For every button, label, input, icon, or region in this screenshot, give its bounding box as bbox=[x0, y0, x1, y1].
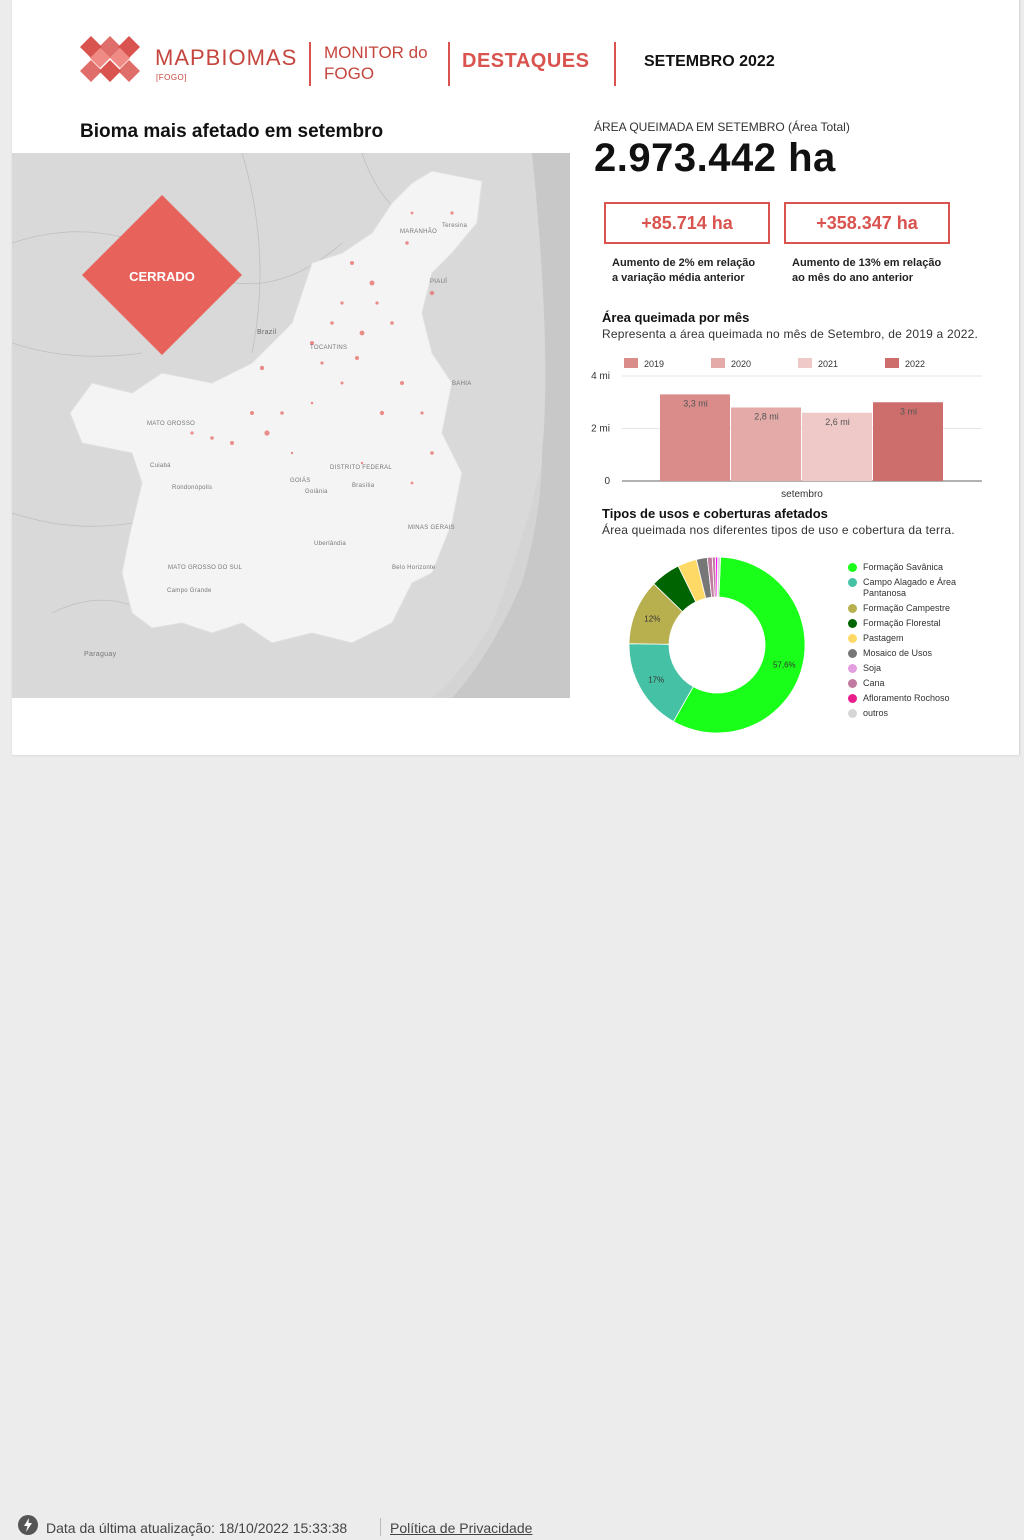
header-divider bbox=[448, 42, 450, 86]
donut-chart[interactable] bbox=[622, 550, 812, 740]
y-tick-label: 0 bbox=[604, 476, 610, 487]
legend-dot bbox=[848, 649, 857, 658]
legend-label: Cana bbox=[863, 678, 885, 688]
variation-box-1: +85.714 ha bbox=[604, 202, 770, 244]
donut-legend bbox=[848, 562, 988, 723]
legend-dot bbox=[848, 578, 857, 587]
map-place-label: MINAS GERAIS bbox=[408, 525, 455, 531]
legend-swatch-2020 bbox=[711, 358, 725, 368]
legend-label: Soja bbox=[863, 663, 882, 673]
footer-divider bbox=[380, 1518, 381, 1536]
header-divider bbox=[309, 42, 311, 86]
map-place-label: Belo Horizonte bbox=[392, 565, 436, 571]
y-tick-label: 4 mi bbox=[591, 371, 610, 382]
map-place-label: Goiânia bbox=[305, 489, 328, 495]
period-label: SETEMBRO 2022 bbox=[644, 53, 775, 70]
monitor-line-1: MONITOR do bbox=[324, 43, 428, 62]
map-title: Bioma mais afetado em setembro bbox=[80, 121, 384, 142]
legend-item[interactable] bbox=[848, 693, 988, 704]
last-update-text: Data da última atualização: 18/10/2022 15:33:38 bbox=[46, 1520, 348, 1536]
map-place-label: Cuiabá bbox=[150, 463, 171, 469]
map-place-label: GOIÁS bbox=[290, 478, 311, 484]
legend-dot bbox=[848, 604, 857, 613]
header bbox=[12, 0, 1020, 120]
section-destaques: DESTAQUES bbox=[462, 50, 590, 72]
cerrado-label: CERRADO bbox=[129, 269, 195, 284]
variation-desc-2: Aumento de 13% em relação ao mês do ano anterior bbox=[792, 257, 942, 284]
header-divider bbox=[614, 42, 616, 86]
donut-chart-subtitle: Área queimada nos diferentes tipos de uso e cobertura da terra. bbox=[602, 523, 955, 537]
legend-label-2021: 2021 bbox=[818, 359, 839, 369]
slice-label: 12% bbox=[644, 614, 661, 624]
legend-label: outros bbox=[863, 708, 889, 718]
legend-dot bbox=[848, 619, 857, 628]
kpi-label: ÁREA QUEIMADA EM SETEMBRO (Área Total) bbox=[594, 120, 850, 134]
legend-label: Formação Campestre bbox=[863, 603, 951, 613]
y-tick-label: 2 mi bbox=[591, 423, 610, 435]
map-place-label: Brazil bbox=[257, 329, 277, 336]
legend-swatch-2019 bbox=[624, 358, 638, 368]
bar-value-label: 3,3 mi bbox=[683, 398, 708, 409]
legend-label-2019: 2019 bbox=[644, 359, 665, 369]
legend-item[interactable] bbox=[848, 678, 988, 689]
legend-item[interactable] bbox=[848, 618, 988, 629]
donut-chart-title: Tipos de usos e coberturas afetados bbox=[602, 506, 828, 521]
map-place-label: Campo Grande bbox=[167, 588, 212, 594]
legend-item[interactable] bbox=[848, 577, 988, 599]
brand-name: MAPBIOMAS bbox=[155, 45, 298, 70]
mapbiomas-logo-icon bbox=[78, 34, 142, 86]
legend-dot bbox=[848, 709, 857, 718]
legend-item[interactable] bbox=[848, 663, 988, 674]
legend-swatch-2022 bbox=[885, 358, 899, 368]
brand-subtitle: [FOGO] bbox=[156, 73, 187, 82]
map-place-label: Rondonópolis bbox=[172, 485, 213, 491]
map-place-label: MATO GROSSO bbox=[147, 421, 196, 427]
map-place-label: PIAUÍ bbox=[430, 279, 448, 285]
bar-value-label: 3 mi bbox=[899, 406, 918, 417]
legend-item[interactable] bbox=[848, 562, 988, 573]
legend-dot bbox=[848, 694, 857, 703]
map-place-label: Paraguay bbox=[84, 651, 117, 658]
map-place-label: MARANHÃO bbox=[400, 229, 438, 235]
map-place-label: DISTRITO FEDERAL bbox=[330, 465, 393, 471]
bar-chart[interactable] bbox=[572, 350, 992, 505]
x-category-label: setembro bbox=[781, 489, 823, 500]
slice-label: 17% bbox=[648, 675, 665, 685]
variation-desc-1: Aumento de 2% em relação a variação média anterior bbox=[612, 257, 756, 284]
legend-label-2022: 2022 bbox=[905, 359, 926, 369]
legend-dot bbox=[848, 563, 857, 572]
bar-chart-subtitle: Representa a área queimada no mês de Setembro, de 2019 a 2022. bbox=[602, 327, 978, 341]
privacy-policy-link[interactable]: Política de Privacidade bbox=[390, 1520, 533, 1536]
bar-chart-title: Área queimada por mês bbox=[602, 310, 750, 325]
legend-label: Formação Savânica bbox=[863, 562, 944, 572]
map-place-label: Teresina bbox=[442, 223, 468, 229]
legend-item[interactable] bbox=[848, 648, 988, 659]
legend-item[interactable] bbox=[848, 708, 988, 719]
variation-box-2: +358.347 ha bbox=[784, 202, 950, 244]
footer bbox=[0, 755, 1024, 1536]
map-place-label: BAHIA bbox=[452, 381, 472, 387]
legend-label-2020: 2020 bbox=[731, 359, 752, 369]
legend-item[interactable] bbox=[848, 603, 988, 614]
slice-label: 57,6% bbox=[772, 660, 796, 670]
monitor-title bbox=[324, 42, 428, 84]
report-panel bbox=[12, 0, 1020, 755]
legend-label: Formação Florestal bbox=[863, 618, 941, 628]
legend-label: Afloramento Rochoso bbox=[863, 693, 950, 703]
monitor-line-2: FOGO bbox=[324, 64, 375, 83]
map-canvas bbox=[12, 153, 570, 698]
kpi-value: 2.973.442 ha bbox=[594, 136, 836, 180]
legend-dot bbox=[848, 634, 857, 643]
legend-dot bbox=[848, 664, 857, 673]
legend-dot bbox=[848, 679, 857, 688]
map-place-label: Uberlândia bbox=[314, 541, 347, 547]
legend-label: Pastagem bbox=[863, 633, 904, 643]
map-place-label: Brasília bbox=[352, 483, 375, 489]
lightning-icon bbox=[18, 1515, 38, 1535]
biome-map[interactable] bbox=[12, 153, 570, 698]
legend-swatch-2021 bbox=[798, 358, 812, 368]
bar-value-label: 2,6 mi bbox=[825, 416, 850, 427]
bar-value-label: 2,8 mi bbox=[754, 411, 779, 422]
legend-label: Campo Alagado e Área Pantanosa bbox=[863, 577, 957, 598]
map-place-label: MATO GROSSO DO SUL bbox=[168, 565, 243, 571]
legend-label: Mosaico de Usos bbox=[863, 648, 933, 658]
legend-item[interactable] bbox=[848, 633, 988, 644]
map-place-label: TOCANTINS bbox=[310, 345, 348, 351]
